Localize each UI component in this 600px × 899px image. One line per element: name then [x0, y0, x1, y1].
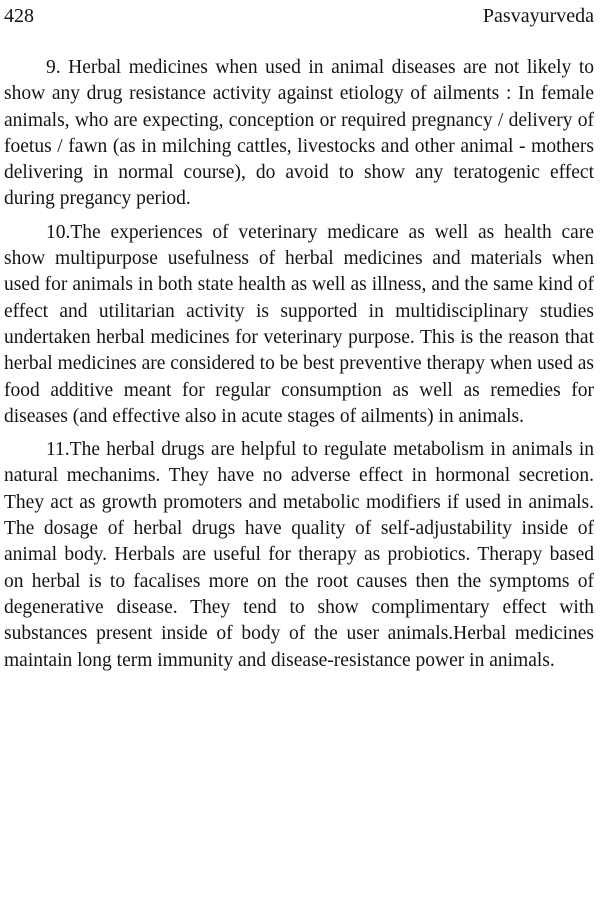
paragraph-10: 10.The experiences of veterinary medicare as well as health care show multipurpose usefulness of herbal medicines and materials when used for animals in both state health as well as illness, and the same kind of effect and utilitarian activity is supported in multidisciplinary studies undertaken herbal medicines for veterinary purpose. This is the reason that herbal medicines are considered to be best preventive therapy when used as food additive meant for regular consumption as well as remedies for diseases (and effective also in acute stages of ailments) in animals. — [4, 221, 594, 427]
paragraph-9: 9. Herbal medicines when used in animal diseases are not likely to show any drug resistance activity against etiology of ailments : In female animals, who are expecting, conception or required pregnancy / delivery of foetus / fawn (as in milching cattles, livestocks and other animal - mothers delivering in normal course), do avoid to show any teratogenic effect during pregancy period. — [4, 57, 594, 210]
page-number: 428 — [4, 5, 34, 27]
paragraph-11: 11.The herbal drugs are helpful to regulate metabolism in animals in natural mechanims. They have no adverse effect in hormonal secretion. They act as growth promoters and metabolic modifiers if used in animals. The dosage of herbal drugs have quality of self-adjustability inside of animal body. Herbals are useful for therapy as probiotics. Therapy based on herbal is to facalises more on the root causes then the symptoms of degenerative disease. They tend to show complimentary effect with substances present inside of body of the user animals.Herbal medicines maintain long term immunity and disease-resistance power in animals. — [4, 439, 594, 671]
body-text — [4, 55, 594, 681]
running-title: Pasvayurveda — [482, 5, 594, 27]
page-header — [4, 4, 594, 28]
